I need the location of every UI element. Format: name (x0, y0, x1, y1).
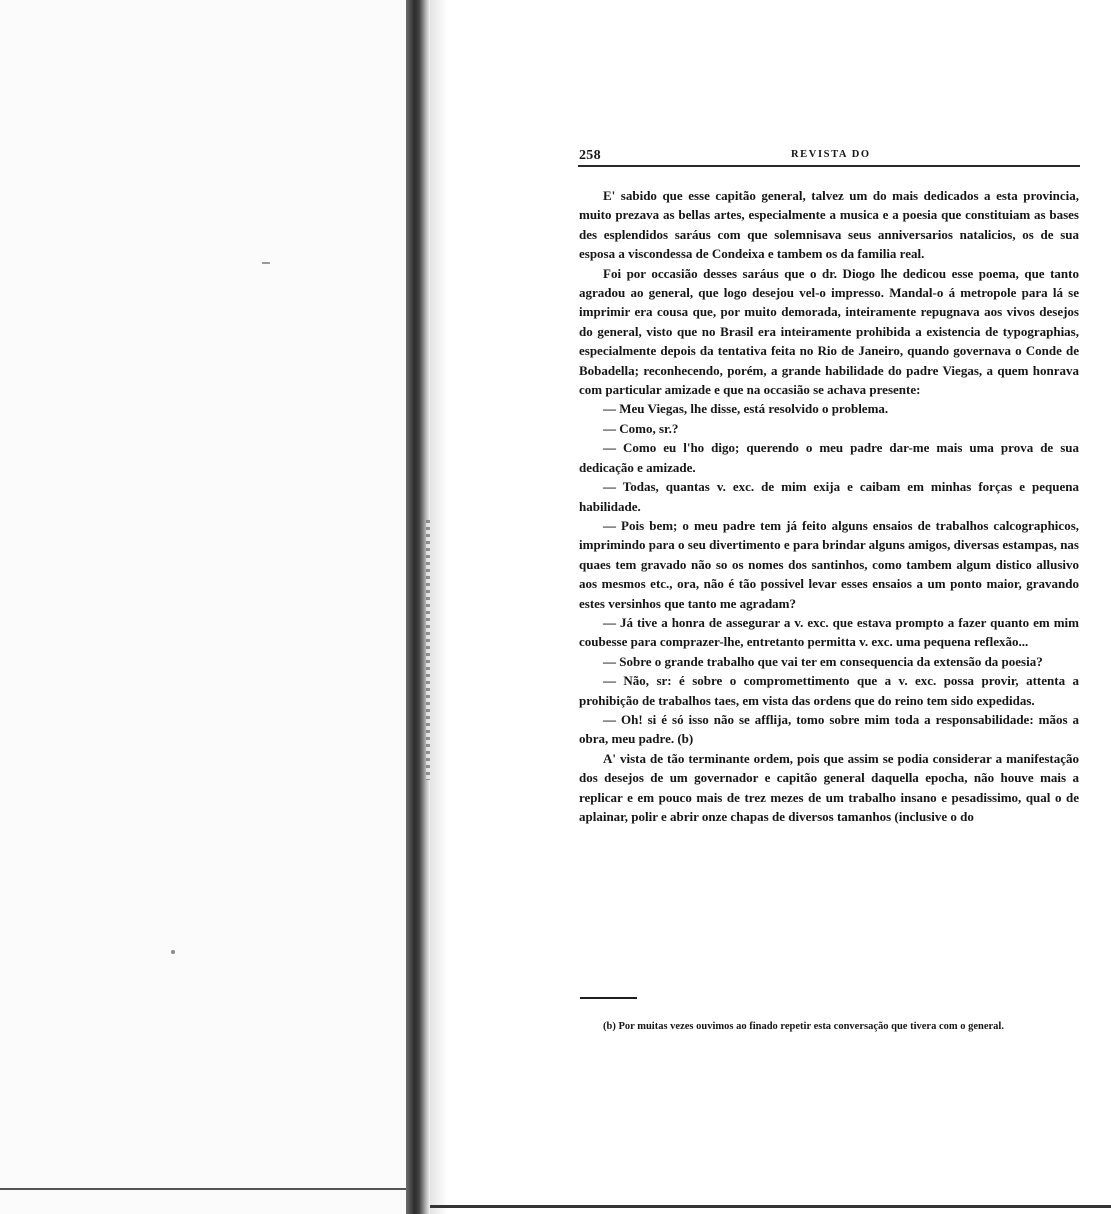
running-title: REVISTA DO (791, 149, 871, 160)
paragraph: — Oh! si é só isso não se afflija, tomo sobre mim toda a responsabilidade: mãos a obra, meu padre. (b) (579, 711, 1079, 747)
paragraph: — Sobre o grande trabalho que vai ter em consequencia da extensão da poesia? (603, 653, 1043, 669)
footnote-rule (580, 997, 637, 999)
paragraph: A' vista de tão terminante ordem, pois que assim se podia considerar a manifestação dos desejos de um governador e capitão general daquella epocha, não houve mais a replicar e em pouco mais de trez mezes de um trabalho insano e pesadissimo, qual o de aplainar, polir e abrir onze chapas de diversos tamanhos (inclusive o do (579, 750, 1079, 824)
right-page (579, 148, 1079, 1032)
paragraph: — Todas, quantas v. exc. de mim exija e caibam em minhas forças e pequena habilidade. (579, 479, 1079, 514)
paragraph: — Como, sr.? (603, 420, 679, 436)
paragraph: Foi por occasião desses saráus que o dr. Diogo lhe dedicou esse poema, que tanto agradou ao general, que logo desejou vel-o impresso. Mandal-o á metropole para lá se imprimir era cousa que, por muito demorada, inteiramente repugnava aos vivos desejos do general, visto que no Brasil era inteiramente prohibida a existencia de typographias, especialmente depois da tentativa feita no Rio de Janeiro, quando governava o Conde de Bobadella; reconhecendo, porém, a grande habilidade do padre Viegas, a quem honrava com particular amizade e que na occasião se achava presente: (579, 265, 1079, 398)
page-edge (430, 1205, 1111, 1208)
page-number: 258 (579, 148, 601, 163)
page-header (579, 148, 1079, 164)
footnote: (b) Por muitas vezes ouvimos ao finado repetir esta conversação que tivera com o general. (603, 1021, 1004, 1032)
header-rule (578, 165, 1080, 167)
page-edge (0, 1188, 410, 1190)
body-text (579, 186, 1079, 826)
paragraph: — Meu Viegas, lhe disse, está resolvido o problema. (603, 401, 889, 417)
page-speck (171, 950, 175, 954)
paragraph: E' sabido que esse capitão general, talvez um do mais dedicados a esta provincia, muito prezava as bellas artes, especialmente a musica e a poesia que constituiam as bases des esplendidos saráus com que solemnisava seus anniversarios natalicios, os de sua esposa a viscondessa de Condeixa e tambem os da familia real. (579, 188, 1079, 262)
paragraph: — Pois bem; o meu padre tem já feito alguns ensaios de trabalhos calcographicos, imprimindo para o seu divertimento e para brindar alguns amigos, diversas estampas, nas quaes tem gravado não so os nomes dos santinhos, como tambem algum distico allusivo aos mesmos etc., ora, não é tão possivel levar esses ensaios a um ponto maior, gravando estes versinhos que tanto me agradam? (579, 517, 1079, 611)
left-blank-page (0, 0, 406, 1214)
binding-thread (426, 520, 430, 780)
paragraph: — Já tive a honra de assegurar a v. exc. que estava prompto a fazer quanto em mim coubesse para comprazer-lhe, entretanto permitta v. exc. uma pequena reflexão... (579, 614, 1079, 650)
page-speck (262, 262, 270, 264)
paragraph: — Como eu l'ho digo; querendo o meu padre dar-me mais uma prova de sua dedicação e amizade. (579, 440, 1079, 475)
gutter-shadow (430, 0, 448, 1214)
paragraph: — Não, sr: é sobre o compromettimento que a v. exc. possa provir, attenta a prohibição de trabalhos taes, em vista das ordens que do reino tem sido expedidas. (579, 673, 1079, 708)
